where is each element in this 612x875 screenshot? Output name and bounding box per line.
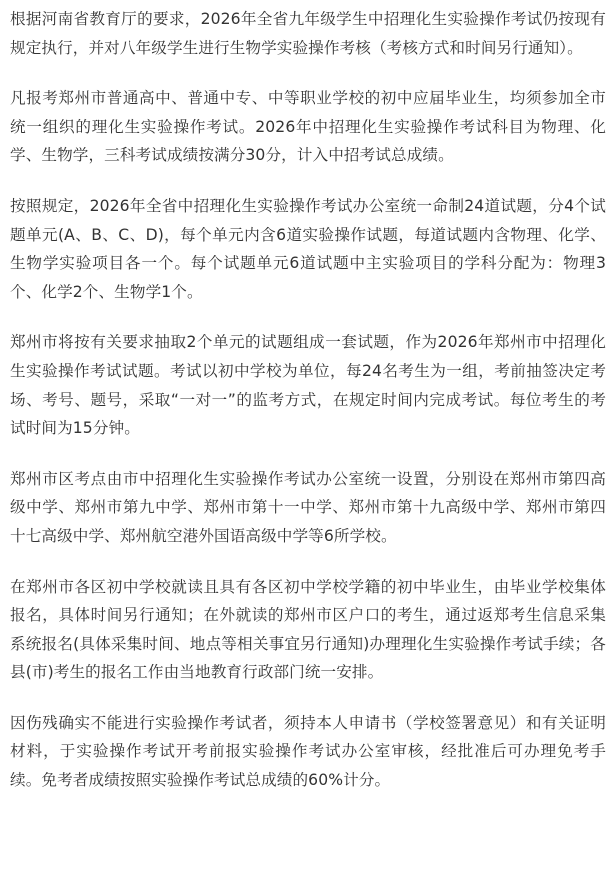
paragraph-registration: 在郑州市各区初中学校就读且具有各区初中学校学籍的初中毕业生，由毕业学校集体报名，具体时间另行通知；在外就读的郑州市区户口的考生，通过返郑考生信息采集系统报名(具体采集时间、地点等相关事宜另行通知)办理理化生实验操作考试手续；各县(市)考生的报名工作由当地教育行政部门统一安排。 — [10, 577, 606, 682]
paragraph-eligibility: 凡报考郑州市普通高中、普通中专、中等职业学校的初中应届毕业生，均须参加全市统一组织的理化生实验操作考试。2026年中招理化生实验操作考试科目为物理、化学、生物学，三科考试成绩按满分30分，计入中招考试总成绩。 — [10, 89, 606, 165]
paragraph-exam-format: 郑州市将按有关要求抽取2个单元的试题组成一套试题，作为2026年郑州市中招理化生实验操作考试试题。考试以初中学校为单位，每24名考生为一组，考前抽签决定考场、考号、题号，采取“一对一”的监考方式，在规定时间内完成考试。每位考生的考试时间为15分钟。 — [10, 333, 606, 438]
paragraph-question-units: 按照规定，2026年全省中招理化生实验操作考试办公室统一命制24道试题，分4个试题单元(A、B、C、D)，每个单元内含6道实验操作试题，每道试题内含物理、化学、生物学实验项目各一个。每个试题单元6道试题中主实验项目的学科分配为：物理3个、化学2个、生物学1个。 — [10, 196, 606, 301]
paragraph-exam-policy: 根据河南省教育厅的要求，2026年全省九年级学生中招理化生实验操作考试仍按现有规定执行，并对八年级学生进行生物学实验操作考核（考核方式和时间另行通知）。 — [10, 10, 606, 57]
paragraph-exam-sites: 郑州市区考点由市中招理化生实验操作考试办公室统一设置，分别设在郑州市第四高级中学、郑州市第九中学、郑州市第十一中学、郑州市第十九高级中学、郑州市第四十七高级中学、郑州航空港外国语高级中学等6所学校。 — [10, 469, 606, 545]
paragraph-exemption: 因伤残确实不能进行实验操作考试者，须持本人申请书（学校签署意见）和有关证明材料，于实验操作考试开考前报实验操作考试办公室审核，经批准后可办理免考手续。免考者成绩按照实验操作考试总成绩的60%计分。 — [10, 713, 606, 790]
